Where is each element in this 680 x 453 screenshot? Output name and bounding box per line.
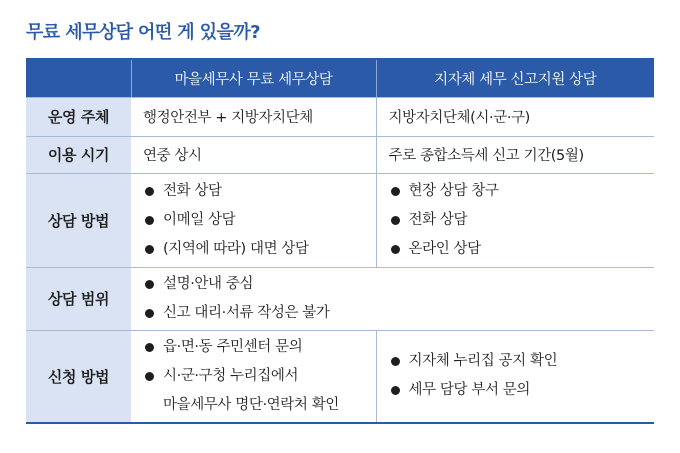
table-row (26, 267, 654, 330)
cell-method-local (376, 173, 654, 267)
list-item: 현장 상담 창구 (389, 177, 643, 206)
header-corner (26, 59, 131, 97)
bullet-icon (391, 216, 400, 225)
list-item: 신고 대리·서류 작성은 불가 (143, 299, 642, 328)
list-item: 세무 담당 부서 문의 (389, 376, 643, 405)
list-item: (지역에 따라) 대면 상담 (143, 235, 364, 264)
bullet-icon (391, 386, 400, 395)
cell-scope-merged (131, 267, 654, 330)
bullet-icon (391, 245, 400, 254)
bullet-list (143, 270, 642, 328)
bullet-icon (145, 216, 154, 225)
list-item: 시·군·구청 누리집에서 마을세무사 명단·연락처 확인 (143, 362, 364, 420)
cell-period-village: 연중 상시 (131, 136, 376, 173)
bullet-list (143, 333, 364, 420)
row-label-operator: 운영 주체 (26, 97, 131, 136)
header-local-gov-consult: 지자체 세무 신고지원 상담 (376, 59, 654, 97)
row-label-method: 상담 방법 (26, 173, 131, 267)
page-title: 무료 세무상담 어떤 게 있을까? (26, 22, 260, 43)
table-row (26, 136, 654, 173)
bullet-icon (145, 343, 154, 352)
bullet-icon (145, 280, 154, 289)
list-item: 지자체 누리집 공지 확인 (389, 347, 643, 376)
bullet-list (389, 347, 643, 405)
row-label-scope: 상담 범위 (26, 267, 131, 330)
cell-apply-village (131, 330, 376, 423)
comparison-table (26, 58, 654, 424)
bullet-list (143, 177, 364, 264)
cell-operator-village: 행정안전부 + 지방자치단체 (131, 97, 376, 136)
list-item: 설명·안내 중심 (143, 270, 642, 299)
bullet-icon (391, 187, 400, 196)
list-item: 전화 상담 (143, 177, 364, 206)
bullet-icon (145, 372, 154, 381)
cell-method-village (131, 173, 376, 267)
list-item: 전화 상담 (389, 206, 643, 235)
list-item: 온라인 상담 (389, 235, 643, 264)
cell-period-local: 주로 종합소득세 신고 기간(5월) (376, 136, 654, 173)
table-row (26, 97, 654, 136)
bullet-icon (145, 309, 154, 318)
list-item: 이메일 상담 (143, 206, 364, 235)
cell-apply-local (376, 330, 654, 423)
table-row (26, 330, 654, 423)
bullet-list (389, 177, 643, 264)
header-village-tax-consult: 마을세무사 무료 세무상담 (131, 59, 376, 97)
row-label-apply: 신청 방법 (26, 330, 131, 423)
table-header-row (26, 59, 654, 97)
table-row (26, 173, 654, 267)
row-label-period: 이용 시기 (26, 136, 131, 173)
bullet-icon (145, 187, 154, 196)
list-item: 읍·면·동 주민센터 문의 (143, 333, 364, 362)
bullet-icon (145, 245, 154, 254)
bullet-icon (391, 357, 400, 366)
cell-operator-local: 지방자치단체(시·군·구) (376, 97, 654, 136)
